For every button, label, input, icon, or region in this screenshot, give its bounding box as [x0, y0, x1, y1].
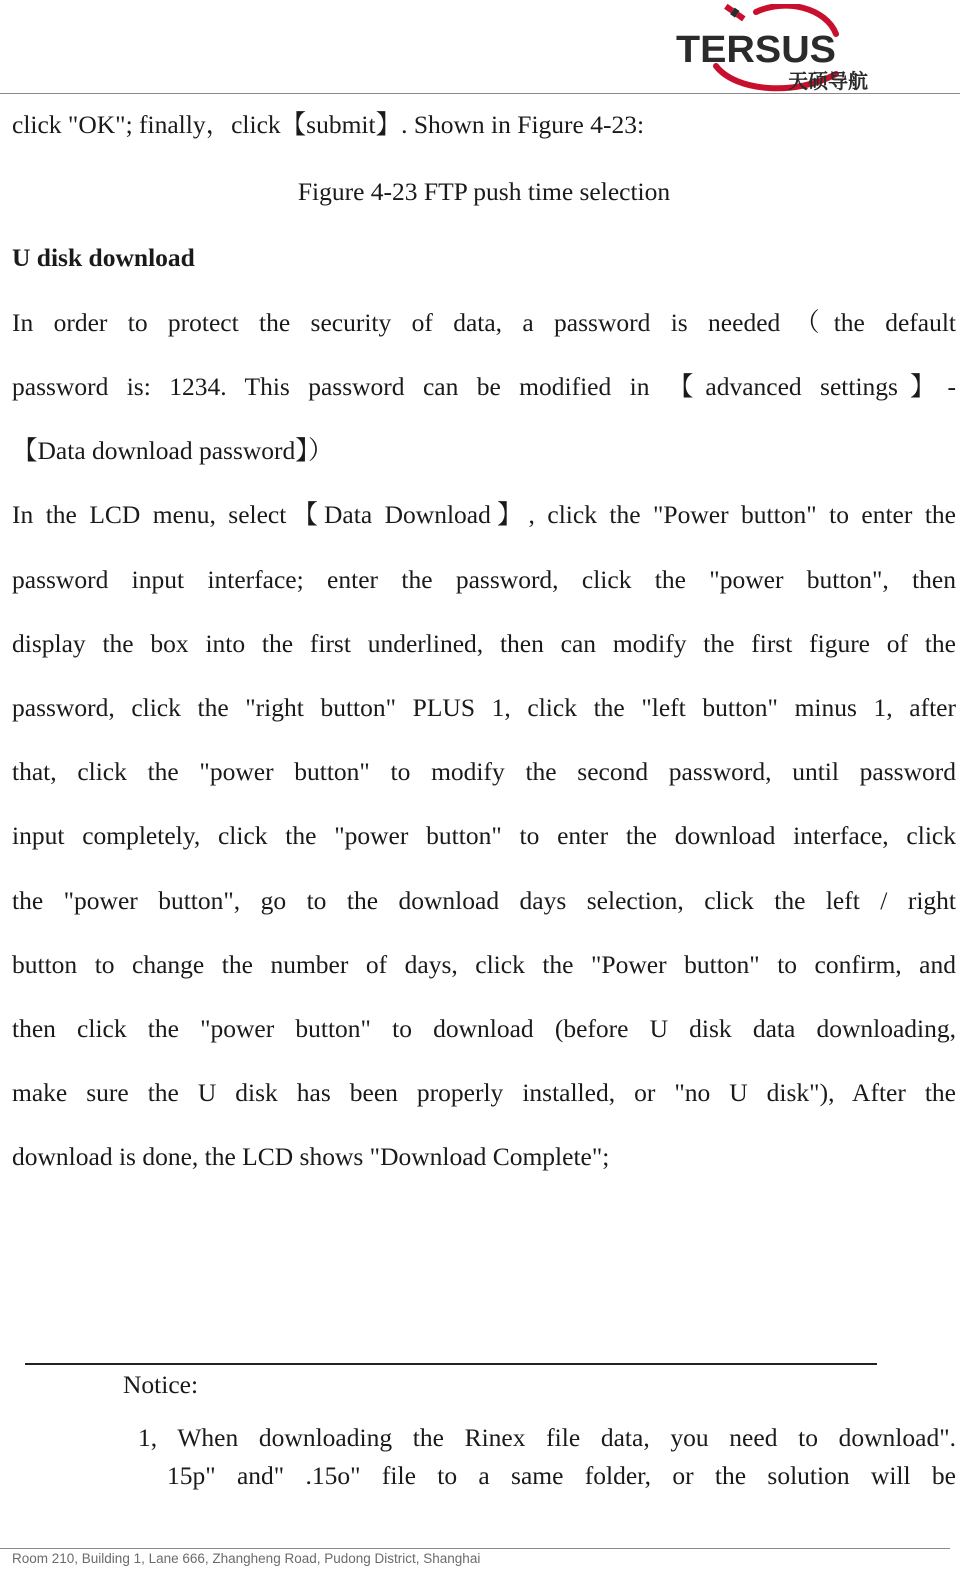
header-divider	[0, 93, 960, 94]
para2-line: that, click the "power button" to modify the second password, until password	[12, 757, 956, 786]
notice-item-line: 15p" and" .15o" file to a same folder, or the solution will be	[167, 1461, 956, 1490]
para2-line: download is done, the LCD shows "Download Complete";	[12, 1142, 610, 1171]
para2-line: button to change the number of days, click the "Power button" to confirm, and	[12, 950, 956, 979]
logo-chinese-name: 天硕导航	[788, 69, 868, 92]
footer-divider	[0, 1548, 950, 1549]
notice-title: Notice:	[123, 1370, 199, 1399]
tersus-logo	[676, 4, 872, 92]
para2-line: make sure the U disk has been properly installed, or "no U disk"), After the	[12, 1078, 956, 1107]
para2-line: the "power button", go to the download days selection, click the left / right	[12, 886, 956, 915]
notice-item-line: 1, When downloading the Rinex file data, you need to download".	[138, 1423, 956, 1452]
para2-line: password input interface; enter the password, click the "power button", then	[12, 565, 956, 594]
intro-line: click "OK"; finally，click【submit】. Shown in Figure 4-23:	[12, 110, 645, 139]
footer-address: Room 210, Building 1, Lane 666, Zhangheng Road, Pudong District, Shanghai	[12, 1551, 481, 1566]
notice-divider	[25, 1363, 877, 1365]
logo-wordmark: TERSUS	[676, 29, 836, 71]
para2-line: In the LCD menu, select【Data Download】, click the "Power button" to enter the	[12, 500, 956, 529]
para2-line: then click the "power button" to download (before U disk data downloading,	[12, 1014, 956, 1043]
section-heading: U disk download	[12, 243, 195, 272]
para1-line: 【Data download password】）	[12, 436, 334, 465]
para1-line: In order to protect the security of data, a password is needed（the default	[12, 308, 956, 337]
figure-caption: Figure 4-23 FTP push time selection	[297, 177, 671, 206]
para1-line: password is: 1234. This password can be modified in 【advanced settings】-	[12, 372, 956, 401]
para2-line: input completely, click the "power button" to enter the download interface, click	[12, 821, 956, 850]
para2-line: display the box into the first underlined, then can modify the first figure of the	[12, 629, 956, 658]
para2-line: password, click the "right button" PLUS 1, click the "left button" minus 1, after	[12, 693, 956, 722]
